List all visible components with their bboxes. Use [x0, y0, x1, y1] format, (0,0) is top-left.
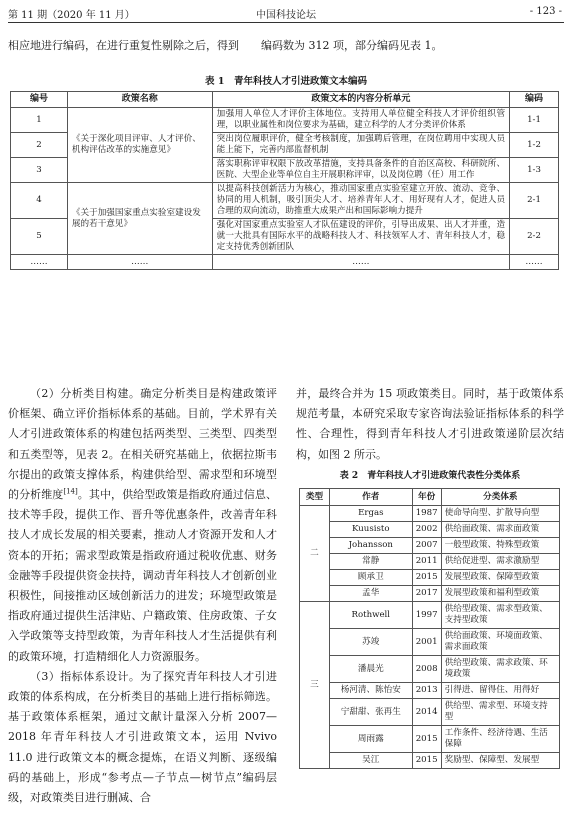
year-cell: 2011 — [412, 554, 441, 570]
code-cell: 1-1 — [510, 108, 559, 133]
system-cell: 引得进、留得住、用得好 — [441, 683, 559, 699]
table-row — [300, 570, 560, 586]
header-rule — [8, 22, 564, 23]
paragraph-text: 。其中，供给型政策是指政府通过信息、技术等手段，提供工作、晋升等优惠条件，改善青年科技人才成长发展的相关要素，推动人才资源开发和人才资本的开拓；需求型政策是指政府通过税收优惠、财务金融等手段提供资金扶持，调动青年科技人才创新创业积极性，间接推动区域创新活力的进发；环境型政策是指政府通过提供生活津贴、户籍政策、住房政策、子女入学政策等支持型政策，为青年科技人才生活提供有利的政策环境，打造精细化人力资源服务。 — [8, 488, 278, 663]
paragraph-text: （2）分析类目构建。确定分析类目是构建政策评价框架、确立评价指标体系的基础。目前，学术界有关人才引进政策体系的构建包括两类型、三类型、四类型和五类型等，见表 2。在相关研究基础上，依据拉斯韦尔提出的政策支撑体系，构建供给型、需求型和环境型的分析维度 — [8, 387, 277, 502]
year-cell: 2007 — [412, 538, 441, 554]
author-cell: Rothwell — [329, 602, 412, 629]
author-cell: 杨河清、陈怡安 — [329, 683, 412, 699]
table-row — [300, 506, 560, 522]
table2 — [299, 488, 560, 769]
system-cell: 工作条件、经济待遇、生活保障 — [441, 726, 559, 753]
content-unit: 落实职称评审权限下放改革措施，支持具备条件的自治区高校、科研院所、医院、大型企业等单位自主开展职称评审，以及岗位聘（任）用工作 — [212, 158, 509, 183]
year-cell: 2015 — [412, 726, 441, 753]
system-cell: 供给型政策、需求政策、环境政策 — [441, 656, 559, 683]
table-row — [11, 183, 559, 219]
author-cell: 孟华 — [329, 586, 412, 602]
policy-name: 《关于加强国家重点实验室建设发展的若干意见》 — [67, 183, 212, 255]
row-number: 3 — [11, 158, 68, 183]
system-cell: 奖励型、保障型、发展型 — [441, 753, 559, 769]
content-unit: 强化对国家重点实验室人才队伍建设的评价，引导出成果、出人才并重，造就一大批具有国际水平的战略科技人才、科技领军人才、青年科技人才，稳定支持优秀创新团队 — [212, 219, 509, 255]
table-row — [300, 753, 560, 769]
right-column — [296, 384, 564, 465]
content-unit: 以提高科技创新活力为核心，推动国家重点实验室建立开放、流动、竞争、协同的用人机制，吸引顶尖人才、培养青年人才、用好现有人才，促进人员合理的双向流动，助推重大成果产出和国际影响力提升 — [212, 183, 509, 219]
year-cell: 2001 — [412, 629, 441, 656]
ellipsis-cell: …… — [11, 255, 68, 270]
ellipsis-cell: …… — [67, 255, 212, 270]
table2-caption: 表 2 青年科技人才引进政策代表性分类体系 — [339, 471, 521, 481]
table2-header-cell: 类型 — [300, 489, 330, 506]
table-row — [300, 683, 560, 699]
year-cell: 1987 — [412, 506, 441, 522]
table2-header-cell: 分类体系 — [441, 489, 559, 506]
table-row — [300, 699, 560, 726]
year-cell: 2015 — [412, 570, 441, 586]
system-cell: 供给促进型、需求激励型 — [441, 554, 559, 570]
author-cell: 宁甜甜、张再生 — [329, 699, 412, 726]
table2-header-cell: 作者 — [329, 489, 412, 506]
system-cell: 一般型政策、特殊型政策 — [441, 538, 559, 554]
type-group: 三 — [300, 602, 330, 769]
year-cell: 2014 — [412, 699, 441, 726]
paragraph-analysis-categories — [8, 384, 277, 667]
year-cell: 2008 — [412, 656, 441, 683]
table2-header-cell: 年份 — [412, 489, 441, 506]
table-row — [300, 538, 560, 554]
table-row — [300, 602, 560, 629]
running-header — [8, 6, 564, 22]
author-cell: 苏竣 — [329, 629, 412, 656]
code-cell: 1-3 — [510, 158, 559, 183]
table1 — [10, 91, 559, 270]
journal-title: 中国科技论坛 — [256, 10, 316, 21]
policy-name: 《关于深化项目评审、人才评价、机构评估改革的实施意见》 — [67, 108, 212, 183]
year-cell: 2002 — [412, 522, 441, 538]
system-cell: 发展型政策、保障型政策 — [441, 570, 559, 586]
row-number: 2 — [11, 133, 68, 158]
code-cell: 2-2 — [510, 219, 559, 255]
year-cell: 1997 — [412, 602, 441, 629]
year-cell: 2015 — [412, 753, 441, 769]
row-number: 1 — [11, 108, 68, 133]
author-cell: Kuusisto — [329, 522, 412, 538]
table1-header-cell: 编号 — [11, 92, 68, 108]
row-number: 5 — [11, 219, 68, 255]
content-unit: 突出岗位履职评价，健全考核制度，加强聘后管理，在岗位聘用中实现人员能上能下，完善内部监督机制 — [212, 133, 509, 158]
system-cell: 供给面政策、需求面政策 — [441, 522, 559, 538]
system-cell: 供给面政策、环境面政策、需求面政策 — [441, 629, 559, 656]
table-row — [300, 554, 560, 570]
author-cell: 常静 — [329, 554, 412, 570]
page-number: - 123 - — [529, 6, 562, 17]
issue-label: 第 11 期（2020 年 11 月） — [8, 10, 135, 21]
table1-header-cell: 政策文本的内容分析单元 — [212, 92, 509, 108]
table1-header-row — [11, 92, 559, 108]
system-cell: 发展型政策和福利型政策 — [441, 586, 559, 602]
code-cell: 1-2 — [510, 133, 559, 158]
table-row — [300, 656, 560, 683]
author-cell: Ergas — [329, 506, 412, 522]
system-cell: 供给型政策、需求型政策、支持型政策 — [441, 602, 559, 629]
year-cell: 2013 — [412, 683, 441, 699]
author-cell: 顾承卫 — [329, 570, 412, 586]
paragraph-indicator-design: （3）指标体系设计。为了探究青年科技人才引进政策的体系构成，在分析类目的基础上进行指标筛选。基于政策体系框架，通过文献计量深入分析 2007—2018 年青年科技人才引进政策文本，运用 Nvivo 11.0 进行政策文本的概念提炼，在语义判断、逐级编码的基础上，形成“参考点—子节点—树节点”编码层级，对政策类目进行删减、合 — [8, 669, 277, 805]
system-cell: 使命导向型、扩散导向型 — [441, 506, 559, 522]
table-row — [300, 586, 560, 602]
table-row — [300, 522, 560, 538]
system-cell: 供给型、需求型、环境支持型 — [441, 699, 559, 726]
author-cell: Johansson — [329, 538, 412, 554]
left-column — [8, 384, 277, 808]
content-unit: 加强用人单位人才评价主体地位。支持用人单位健全科技人才评价组织管理，以职业属性和岗位要求为基础，建立科学的人才分类评价体系 — [212, 108, 509, 133]
table-row — [300, 726, 560, 753]
table2-header-row — [300, 489, 560, 506]
code-cell: 2-1 — [510, 183, 559, 219]
author-cell: 周雨露 — [329, 726, 412, 753]
table1-caption: 表 1 青年科技人才引进政策文本编码 — [205, 76, 367, 87]
lead-paragraph: 相应地进行编码，在进行重复性剔除之后，得到 编码数为 312 项，部分编码见表 1。 — [8, 39, 443, 52]
ellipsis-cell: …… — [212, 255, 509, 270]
type-group: 二 — [300, 506, 330, 602]
table1-header-cell: 编码 — [510, 92, 559, 108]
table-row — [11, 108, 559, 133]
table1-header-cell: 政策名称 — [67, 92, 212, 108]
citation-ref: [14] — [63, 487, 78, 496]
author-cell: 吴江 — [329, 753, 412, 769]
table-row — [300, 629, 560, 656]
row-number: 4 — [11, 183, 68, 219]
ellipsis-cell: …… — [510, 255, 559, 270]
ellipsis-row — [11, 255, 559, 270]
year-cell: 2017 — [412, 586, 441, 602]
author-cell: 潘晨光 — [329, 656, 412, 683]
paragraph-continuation: 并，最终合并为 15 项政策类目。同时，基于政策体系规范考量，本研究采取专家咨询法验证指标体系的科学性、合理性，得到青年科技人才引进政策递阶层次结构，如图 2 所示。 — [296, 387, 564, 461]
